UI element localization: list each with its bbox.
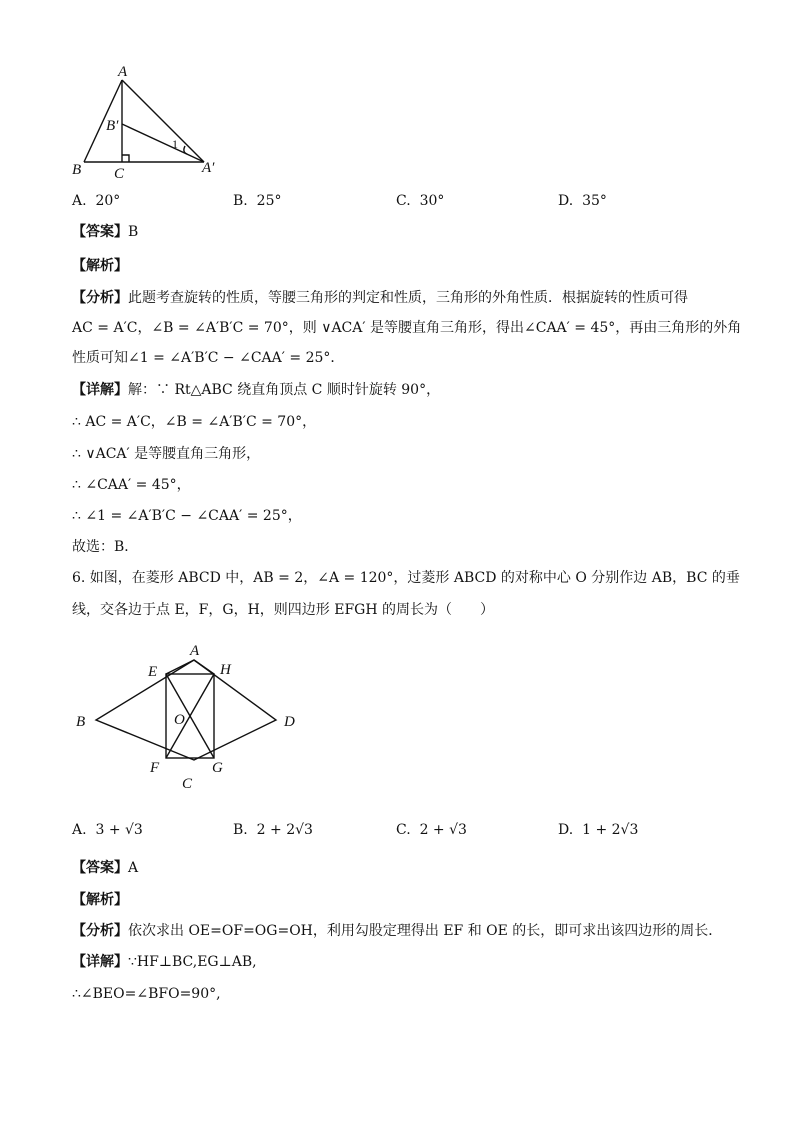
q6-answer: 【答案】A: [72, 860, 139, 876]
q6-detail-line-1: 【详解】∵HF⊥BC,EG⊥AB,: [72, 954, 257, 970]
q5-option-d: D. 35°: [558, 193, 607, 209]
label-B-prime: B′: [106, 118, 119, 134]
q6-detail-line-2: ∴∠BEO=∠BFO=90°,: [72, 986, 221, 1002]
q5-fenxi-line-1: 【分析】此题考查旋转的性质，等腰三角形的判定和性质，三角形的外角性质．根据旋转的性质可得: [72, 290, 688, 306]
label-O: O: [174, 712, 185, 728]
label-A-prime: A′: [202, 160, 215, 176]
q5-fenxi-line-2: AC = A′C，∠B = ∠A′B′C = 70°，则 ∨ACA′ 是等腰直角三角形，得出∠CAA′ = 45°，再由三角形的外角: [72, 320, 742, 336]
q5-detail-line-3: ∴ ∨ACA′ 是等腰直角三角形，: [72, 446, 261, 462]
q5-answer: 【答案】B: [72, 224, 139, 240]
q5-fenxi-line-3: 性质可知∠1 = ∠A′B′C − ∠CAA′ = 25°．: [72, 350, 345, 366]
label-A: A: [190, 643, 200, 659]
label-B: B: [76, 714, 86, 730]
q6-analysis-heading: 【解析】: [72, 892, 128, 908]
q6-fenxi: 【分析】依次求出 OE=OF=OG=OH，利用勾股定理得出 EF 和 OE 的长，即可求出该四边形的周长．: [72, 923, 723, 939]
q5-detail-line-5: ∴ ∠1 = ∠A′B′C − ∠CAA′ = 25°，: [72, 508, 302, 524]
q5-analysis-heading: 【解析】: [72, 258, 128, 274]
rotation-triangle-figure: [68, 62, 228, 182]
label-H: H: [220, 662, 231, 678]
label-D: D: [284, 714, 295, 730]
q5-detail-line-4: ∴ ∠CAA′ = 45°，: [72, 477, 191, 493]
label-F: F: [150, 760, 160, 776]
q5-option-c: C. 30°: [396, 193, 445, 209]
label-angle-1: 1: [172, 137, 178, 151]
q5-option-a: A. 20°: [72, 193, 121, 209]
q6-option-b: B. 2 + 2√3: [233, 822, 313, 838]
q6-stem-line-2: 线，交各边于点 E，F，G，H，则四边形 EFGH 的周长为（ ）: [72, 602, 495, 618]
q6-stem-line-1: 6. 如图，在菱形 ABCD 中，AB = 2，∠A = 120°，过菱形 ABCD 的对称中心 O 分别作边 AB，BC 的垂: [72, 570, 740, 586]
label-E: E: [148, 664, 158, 680]
rhombus-figure: [70, 638, 320, 798]
label-A: A: [118, 64, 128, 80]
q6-option-d: D. 1 + 2√3: [558, 822, 639, 838]
q5-option-b: B. 25°: [233, 193, 282, 209]
label-G: G: [212, 760, 223, 776]
label-B: B: [72, 162, 82, 178]
label-C: C: [182, 776, 193, 792]
q5-conclusion: 故选：B．: [72, 539, 139, 555]
q5-detail-line-1: 【详解】解：∵ Rt△ABC 绕直角顶点 C 顺时针旋转 90°，: [72, 382, 441, 398]
q6-option-c: C. 2 + √3: [396, 822, 467, 838]
q5-detail-line-2: ∴ AC = A′C，∠B = ∠A′B′C = 70°，: [72, 414, 317, 430]
label-C: C: [114, 166, 125, 182]
q6-option-a: A. 3 + √3: [72, 822, 143, 838]
